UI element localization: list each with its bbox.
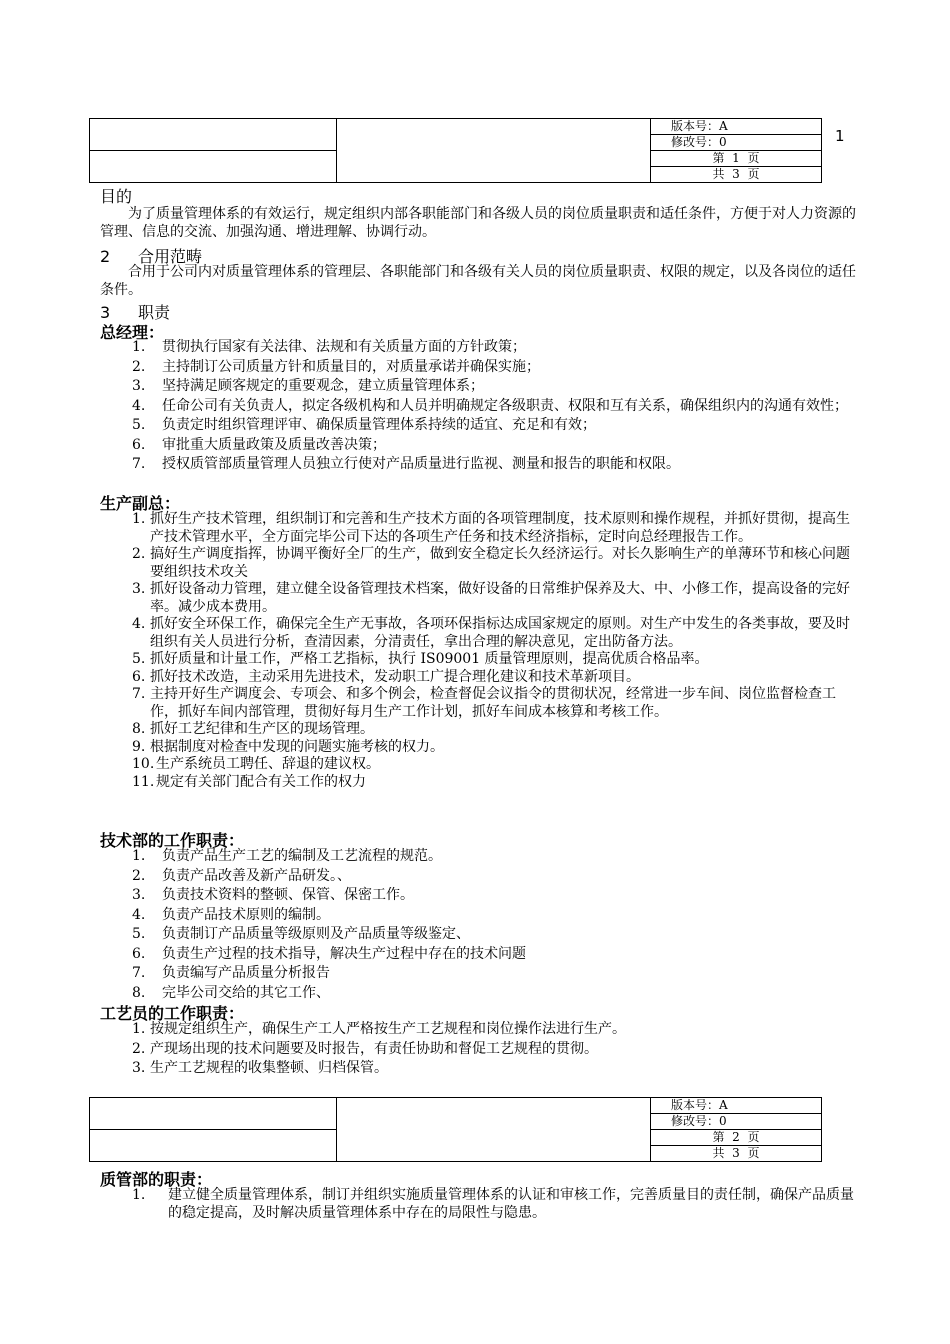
section-scope-text: 合用于公司内对质量管理体系的管理层、各职能部门和各级有关人员的岗位质量职责、权限的规定，以及各岗位的适任条件。 xyxy=(100,264,856,298)
total-pages-indicator: 共 3 页 xyxy=(651,1146,822,1162)
list-item: 3. 生产工艺规程的收集整顿、归档保管。 xyxy=(132,1060,388,1076)
vp-heading: 生产副总： xyxy=(100,494,181,513)
list-item: 1. 按规定组织生产，确保生产工人严格按生产工艺规程和岗位操作法进行生产。 xyxy=(132,1021,626,1037)
list-item: 3. 抓好设备动力管理，建立健全设备管理技术档案，做好设备的日常维护保养及大、中、小修工作，提高设备的完好率。减少成本费用。 xyxy=(132,581,850,615)
version-label: 版本号：A xyxy=(651,119,822,135)
section-purpose-heading: 目的 xyxy=(100,187,133,206)
gm-list xyxy=(132,339,862,476)
list-item: 10. 生产系统员工聘任、辞退的建议权。 xyxy=(132,756,380,772)
list-item: 5. 抓好质量和计量工作，严格工艺指标，执行 IS09001 质量管理原则，提高优质合格品率。 xyxy=(132,651,709,667)
list-item: 7. 主持开好生产调度会、专项会、和多个例会，检查督促会议指令的贯彻状况，经常进一步车间、岗位监督检查工作，抓好车间内部管理，贯彻好每月生产工作计划，抓好车间成本核算和考核工作。 xyxy=(132,686,836,720)
tech-heading: 技术部的工作职责： xyxy=(100,831,245,850)
qa-list xyxy=(132,1187,854,1222)
list-item: 2. 产现场出现的技术问题要及时报告，有责任协助和督促工艺规程的贯彻。 xyxy=(132,1040,598,1057)
list-item: 1. 建立健全质量管理体系，制订并组织实施质量管理体系的认证和审核工作，完善质量目的责任制，确保产品质量的稳定提高，及时解决质量管理体系中存在的局限性与隐患。 xyxy=(132,1187,854,1221)
section-duties-heading: 3 职责 xyxy=(100,303,171,322)
gm-heading: 总经理： xyxy=(100,323,165,342)
list-item: 3. 坚持满足顾客规定的重要观念，建立质量管理体系； xyxy=(132,378,484,394)
list-item: 4. 负责产品技术原则的编制。 xyxy=(132,906,330,923)
list-item: 1. 负责产品生产工艺的编制及工艺流程的规范。 xyxy=(132,848,442,864)
header-cell-middle xyxy=(337,119,651,183)
list-item: 8. 抓好工艺纪律和生产区的现场管理。 xyxy=(132,721,374,737)
list-item: 7. 授权质管部质量管理人员独立行使对产品质量进行监视、测量和报告的职能和权限。 xyxy=(132,456,680,472)
craft-list xyxy=(132,1021,862,1078)
header-cell-blank xyxy=(90,1098,337,1130)
page-indicator: 第 2 页 xyxy=(651,1130,822,1146)
list-item: 2. 负责产品改善及新产品研发。、 xyxy=(132,867,351,884)
header-cell-middle xyxy=(337,1098,651,1162)
total-pages-indicator: 共 3 页 xyxy=(651,167,822,183)
list-item: 4. 抓好安全环保工作，确保完全生产无事故，各项环保指标达成国家规定的原则。对生产中发生的各类事故，要及时组织有关人员进行分析，查清因素，分清责任，拿出合理的解决意见，定出防备方法。 xyxy=(132,616,850,650)
list-item: 6. 负责生产过程的技术指导，解决生产过程中存在的技术问题 xyxy=(132,945,526,962)
qa-heading: 质管部的职责： xyxy=(100,1170,213,1189)
header-cell-blank xyxy=(90,1130,337,1162)
document-header-table xyxy=(89,118,822,183)
tech-list xyxy=(132,848,862,1004)
list-item: 5. 负责制订产品质量等级原则及产品质量等级鉴定、 xyxy=(132,926,470,942)
section-purpose-text: 为了质量管理体系的有效运行，规定组织内部各职能部门和各级人员的岗位质量职责和适任条件，方便于对人力资源的管理、信息的交流、加强沟通、增进理解、协调行动。 xyxy=(100,206,856,240)
revision-label: 修改号：0 xyxy=(651,1114,822,1130)
vp-list xyxy=(132,511,854,791)
list-item: 1. 贯彻执行国家有关法律、法规和有关质量方面的方针政策； xyxy=(132,339,526,355)
version-label: 版本号：A xyxy=(651,1098,822,1114)
section-scope-heading: 2 合用范畴 xyxy=(100,247,203,266)
list-item: 6. 审批重大质量政策及质量改善决策； xyxy=(132,436,386,453)
list-item: 11. 规定有关部门配合有关工作的权力 xyxy=(132,773,366,790)
header-cell-blank xyxy=(90,151,337,183)
header-cell-blank xyxy=(90,119,337,151)
list-item: 9. 根据制度对检查中发现的问题实施考核的权力。 xyxy=(132,738,444,755)
page-number: 1 xyxy=(835,127,845,145)
list-item: 6. 抓好技术改造，主动采用先进技术，发动职工广提合理化建议和技术革新项目。 xyxy=(132,668,640,685)
revision-label: 修改号：0 xyxy=(651,135,822,151)
document-header-table xyxy=(89,1097,822,1162)
page-indicator: 第 1 页 xyxy=(651,151,822,167)
list-item: 2. 搞好生产调度指挥，协调平衡好全厂的生产，做到安全稳定长久经济运行。对长久影响生产的单薄环节和核心问题要组织技术攻关 xyxy=(132,546,850,580)
list-item: 4. 任命公司有关负责人，拟定各级机构和人员并明确规定各级职责、权限和互有关系，确保组织内的沟通有效性； xyxy=(132,397,848,414)
list-item: 3. 负责技术资料的整顿、保管、保密工作。 xyxy=(132,887,414,903)
craft-heading: 工艺员的工作职责： xyxy=(100,1004,245,1023)
list-item: 5. 负责定时组织管理评审、确保质量管理体系持续的适宜、充足和有效； xyxy=(132,417,596,433)
list-item: 2. 主持制订公司质量方针和质量目的，对质量承诺并确保实施； xyxy=(132,358,540,375)
list-item: 8. 完毕公司交给的其它工作、 xyxy=(132,984,330,1001)
list-item: 1. 抓好生产技术管理，组织制订和完善和生产技术方面的各项管理制度，技术原则和操作规程，并抓好贯彻，提高生产技术管理水平，全方面完毕公司下达的各项生产任务和技术经济指标，定时向总经理报告工作。 xyxy=(132,511,850,545)
list-item: 7. 负责编写产品质量分析报告 xyxy=(132,965,330,981)
